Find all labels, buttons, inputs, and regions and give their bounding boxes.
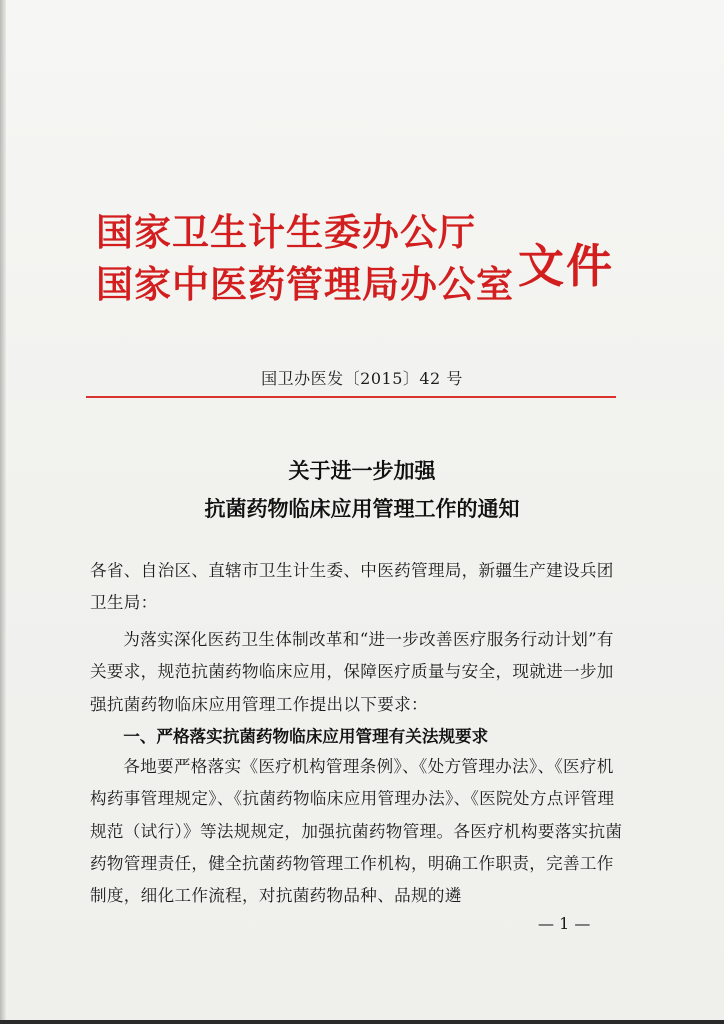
issuer-block [96, 206, 514, 310]
section-1-heading: 一、严格落实抗菌药物临床应用管理有关法规要求 [123, 726, 489, 746]
page-number: — 1 — [538, 914, 591, 933]
issuer-line-2: 国家中医药管理局办公室 [96, 262, 514, 306]
title-line-1: 关于进一步加强 [288, 458, 436, 483]
scan-bottom-edge [0, 1020, 724, 1024]
addressee-paragraph: 各省、自治区、直辖市卫生计生委、中医药管理局，新疆生产建设兵团卫生局： [90, 561, 614, 613]
title-line-2: 抗菌药物临床应用管理工作的通知 [204, 496, 520, 521]
section-1-paragraph: 各地要严格落实《医疗机构管理条例》、《处方管理办法》、《医疗机构药事管理规定》、《抗菌药物临床应用管理办法》、《医院处方点评管理规范（试行）》等法规规定，加强抗菌药物管理。各医疗机构要落实抗菌药物管理责任，健全抗菌药物管理工作机构，明确工作职责，完善工作制度，细化工作流程，对抗菌药物品种、品规的遴 [90, 757, 623, 906]
notice-title [0, 452, 724, 528]
red-separator-rule [86, 396, 616, 398]
document-number: 国卫办医发〔2015〕42 号 [261, 369, 463, 388]
issuer-line-1: 国家卫生计生委办公厅 [96, 210, 476, 254]
intro-paragraph: 为落实深化医药卫生体制改革和“进一步改善医疗服务行动计划”有关要求，规范抗菌药物临床应用，保障医疗质量与安全，现就进一步加强抗菌药物临床应用管理工作提出以下要求： [90, 630, 614, 714]
document-word: 文件 [518, 239, 614, 293]
